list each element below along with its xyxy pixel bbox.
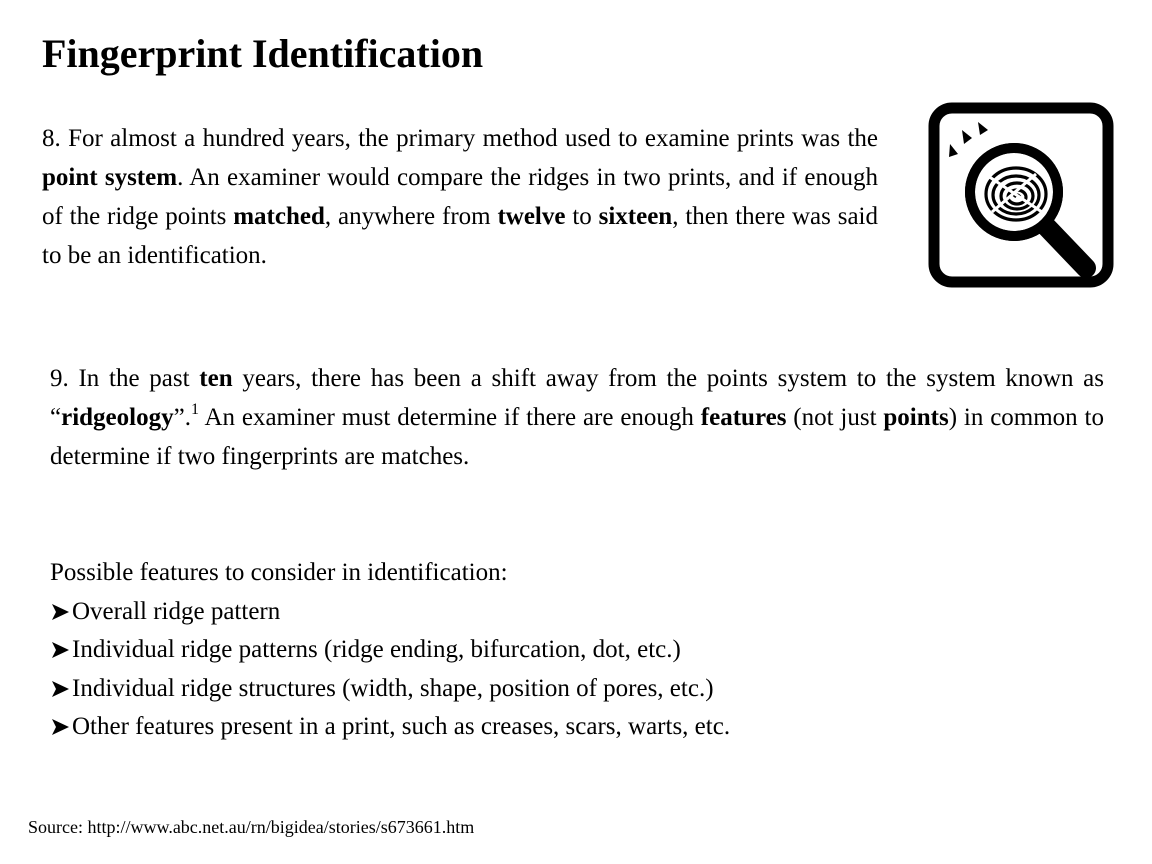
para8-text-4: to bbox=[565, 203, 599, 230]
para9-bold-ridgeology: ridgeology bbox=[61, 404, 174, 431]
arrow-bullet-icon bbox=[50, 631, 72, 669]
paragraph-ridgeology bbox=[50, 359, 1104, 476]
para8-text-5: , then there was said to be an identification. bbox=[42, 203, 878, 269]
arrow-bullet-icon bbox=[50, 670, 72, 708]
para9-bold-points: points bbox=[883, 404, 949, 431]
source-citation: Source: http://www.abc.net.au/rn/bigidea/stories/s673661.htm bbox=[28, 817, 475, 837]
list-item bbox=[50, 708, 1110, 747]
para8-bold-twelve: twelve bbox=[497, 203, 566, 230]
para8-text-3: , anywhere from bbox=[324, 203, 498, 230]
para8-bold-sixteen: sixteen bbox=[598, 203, 673, 230]
feature-text: Other features present in a print, such as creases, scars, warts, etc. bbox=[72, 713, 731, 740]
para9-text-5: (not just bbox=[786, 404, 884, 431]
list-item bbox=[50, 631, 1110, 670]
paragraph-point-system bbox=[42, 119, 878, 275]
features-lead: Possible features to consider in identification: bbox=[50, 559, 508, 586]
list-item bbox=[50, 670, 1110, 709]
features-section bbox=[50, 554, 1110, 747]
para8-text-2: . An examiner would compare the ridges in two prints, and if enough of the ridge points bbox=[42, 164, 878, 230]
para8-text-1: 8. For almost a hundred years, the primary method used to examine prints was the bbox=[42, 125, 878, 152]
feature-text: Individual ridge structures (width, shape, position of pores, etc.) bbox=[72, 674, 714, 702]
feature-text: Overall ridge pattern bbox=[72, 597, 281, 625]
para9-text-1: 9. In the past bbox=[50, 365, 200, 392]
magnifying-glass-fingerprint-icon bbox=[928, 102, 1114, 288]
para8-bold-matched: matched bbox=[233, 203, 325, 230]
para9-bold-features: features bbox=[700, 404, 787, 431]
list-item bbox=[50, 593, 1110, 632]
arrow-bullet-icon bbox=[50, 708, 72, 746]
para9-text-4: An examiner must determine if there are enough bbox=[198, 404, 701, 431]
para8-bold-point-system: point system bbox=[42, 164, 178, 191]
page-title: Fingerprint Identification bbox=[42, 31, 484, 76]
feature-text: Individual ridge patterns (ridge ending, bifurcation, dot, etc.) bbox=[72, 636, 681, 663]
para9-text-2: years, there has been a shift away from the points system to the system known as “ bbox=[50, 365, 1104, 431]
footnote-marker: 1 bbox=[190, 400, 199, 418]
para9-text-3: ”. bbox=[173, 404, 191, 431]
para9-text-6: ) in common to determine if two fingerprints are matches. bbox=[50, 404, 1104, 470]
arrow-bullet-icon bbox=[50, 593, 72, 631]
para9-bold-ten: ten bbox=[199, 365, 233, 392]
features-list bbox=[50, 593, 1110, 747]
